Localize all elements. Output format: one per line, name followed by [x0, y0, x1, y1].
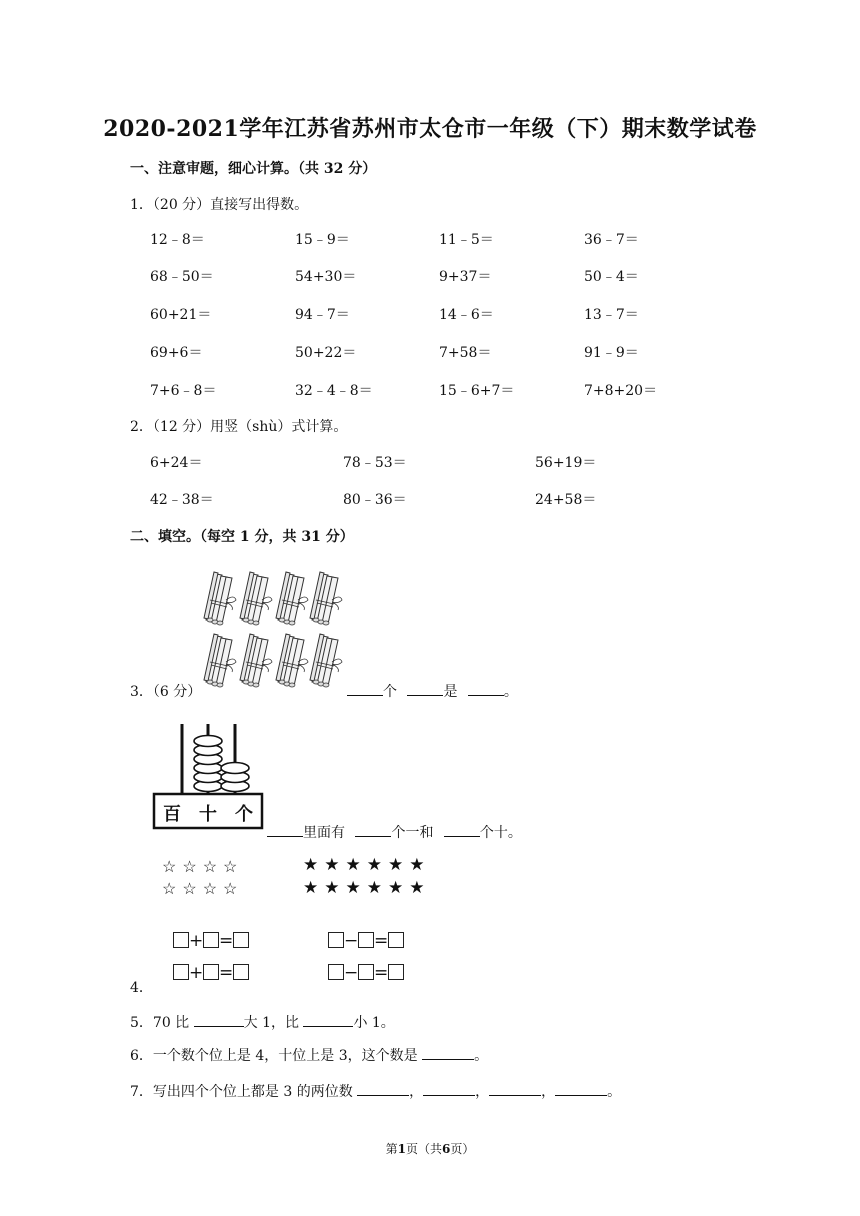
abacus-label-hundreds: 百 [163, 804, 181, 825]
hollow-stars [162, 856, 243, 900]
q2-stem: 2．（12 分）用竖（shù）式计算。 [130, 419, 348, 435]
answer-box[interactable] [233, 932, 249, 948]
q2-cell: 6+24＝ [150, 455, 203, 471]
hollow-star-icon: ☆ [223, 857, 244, 876]
q1-cell: 32﹣4﹣8＝ [295, 383, 373, 399]
answer-blank[interactable] [267, 836, 303, 837]
solid-star-icon: ★ [303, 878, 325, 898]
q1-cell: 50+22＝ [295, 345, 357, 361]
answer-blank[interactable] [489, 1095, 541, 1096]
hollow-star-icon: ☆ [162, 879, 183, 898]
hollow-star-icon: ☆ [223, 879, 244, 898]
footer-total-pages: 6 [442, 1142, 451, 1156]
solid-star-icon: ★ [409, 878, 431, 898]
q2-cell: 80﹣36＝ [343, 492, 407, 508]
hollow-star-icon: ☆ [182, 879, 203, 898]
q1-cell: 7+58＝ [439, 345, 492, 361]
hollow-star-icon: ☆ [162, 857, 183, 876]
q1-cell: 94﹣7＝ [295, 307, 350, 323]
q3-line2-text-b: 个一和 [391, 825, 434, 841]
answer-blank[interactable] [194, 1026, 244, 1027]
footer-text: 页） [450, 1142, 475, 1156]
q6-text-b: 。 [474, 1048, 489, 1064]
q1-cell: 14﹣6＝ [439, 307, 494, 323]
equals-sign: = [219, 931, 234, 951]
hollow-star-row [162, 856, 243, 878]
q3-line2-text-c: 个十。 [479, 825, 522, 841]
subtraction-equation [328, 931, 404, 951]
q7-text-a: 7．写出四个个位上都是 3 的两位数 [130, 1084, 353, 1100]
answer-box[interactable] [173, 932, 189, 948]
q2-cell: 24+58＝ [535, 492, 597, 508]
q2-cell: 78﹣53＝ [343, 455, 407, 471]
q3-line2-text-a: 里面有 [303, 825, 345, 841]
page-footer [0, 1140, 860, 1157]
solid-star-row [303, 877, 431, 900]
minus-sign: − [344, 931, 359, 951]
q3-stem: 3．（6 分） [130, 684, 202, 700]
solid-star-icon: ★ [324, 855, 346, 875]
answer-box[interactable] [203, 964, 219, 980]
q1-cell: 7+8+20＝ [584, 383, 658, 399]
q6-text-a: 6．一个数个位上是 4，十位上是 3，这个数是 [130, 1048, 418, 1064]
q1-cell: 54+30＝ [295, 269, 357, 285]
hollow-star-icon: ☆ [202, 879, 224, 898]
answer-blank[interactable] [468, 695, 504, 696]
solid-star-icon: ★ [388, 878, 410, 898]
q3-line1-text-a: 个 [383, 684, 397, 700]
q1-stem: 1．（20 分）直接写出得数。 [130, 197, 309, 213]
hollow-star-icon: ☆ [182, 857, 203, 876]
solid-star-icon: ★ [388, 855, 410, 875]
q1-cell: 50﹣4＝ [584, 269, 639, 285]
minus-sign: − [344, 963, 359, 983]
solid-star-icon: ★ [303, 855, 325, 875]
equals-sign: = [374, 931, 389, 951]
answer-box[interactable] [388, 932, 404, 948]
equals-sign: = [374, 963, 389, 983]
addition-equation [173, 931, 249, 951]
solid-star-icon: ★ [345, 878, 367, 898]
answer-blank[interactable] [357, 1095, 409, 1096]
q5-text-c: 小 1。 [353, 1015, 395, 1031]
q1-cell: 11﹣5＝ [439, 232, 494, 248]
section-2-heading: 二、填空。（每空 1 分，共 31 分） [130, 529, 354, 545]
answer-blank[interactable] [355, 836, 391, 837]
q4-stem: 4． [130, 980, 153, 996]
answer-box[interactable] [358, 932, 374, 948]
q1-cell: 69+6＝ [150, 345, 203, 361]
abacus-labels [154, 800, 262, 826]
q1-cell: 9+37＝ [439, 269, 492, 285]
addition-equation [173, 963, 249, 983]
q2-cell: 56+19＝ [535, 455, 597, 471]
plus-sign: + [189, 931, 204, 951]
q3-line1-text-b: 是 [443, 684, 458, 700]
stick-bundles-image [200, 566, 350, 692]
q1-cell: 15﹣6+7＝ [439, 383, 515, 399]
q7-separator: ， [409, 1084, 424, 1100]
q1-cell: 91﹣9＝ [584, 345, 639, 361]
footer-page-number: 1 [397, 1142, 406, 1156]
q1-cell: 12﹣8＝ [150, 232, 205, 248]
plus-sign: + [189, 963, 204, 983]
answer-blank[interactable] [444, 836, 480, 837]
solid-star-icon: ★ [366, 878, 388, 898]
section-1-heading: 一、注意审题，细心计算。（共 32 分） [130, 161, 377, 177]
equals-sign: = [219, 963, 234, 983]
answer-blank[interactable] [347, 695, 383, 696]
solid-stars [303, 854, 431, 900]
footer-text: 第 [385, 1142, 398, 1156]
answer-box[interactable] [328, 964, 344, 980]
answer-box[interactable] [173, 964, 189, 980]
answer-blank[interactable] [303, 1026, 353, 1027]
q3-line2 [267, 822, 522, 842]
abacus-label-ones: 个 [235, 804, 253, 825]
q1-cell: 60+21＝ [150, 307, 212, 323]
answer-blank[interactable] [422, 1059, 474, 1060]
q7-line [130, 1081, 621, 1101]
solid-star-icon: ★ [345, 855, 367, 875]
q7-end: 。 [607, 1084, 622, 1100]
abacus-label-tens: 十 [199, 804, 217, 825]
q7-separator: ， [475, 1084, 490, 1100]
q2-cell: 42﹣38＝ [150, 492, 214, 508]
answer-blank[interactable] [407, 695, 443, 696]
answer-box[interactable] [358, 964, 374, 980]
q6-line [130, 1045, 488, 1065]
answer-blank[interactable] [423, 1095, 475, 1096]
answer-box[interactable] [328, 932, 344, 948]
subtraction-equation [328, 963, 404, 983]
q5-line [130, 1012, 395, 1032]
solid-star-row [303, 854, 431, 877]
q5-text-b: 大 1，比 [243, 1015, 299, 1031]
q1-cell: 36﹣7＝ [584, 232, 639, 248]
answer-box[interactable] [388, 964, 404, 980]
hollow-star-icon: ☆ [202, 857, 224, 876]
q1-cell: 7+6﹣8＝ [150, 383, 217, 399]
hollow-star-row [162, 878, 243, 900]
abacus-image [150, 722, 266, 830]
footer-text: 页（共 [405, 1142, 442, 1156]
solid-star-icon: ★ [324, 878, 346, 898]
q1-cell: 15﹣9＝ [295, 232, 350, 248]
q5-text-a: 5．70 比 [130, 1015, 190, 1031]
q1-cell: 68﹣50＝ [150, 269, 214, 285]
answer-box[interactable] [203, 932, 219, 948]
solid-star-icon: ★ [409, 855, 431, 875]
solid-star-icon: ★ [366, 855, 388, 875]
q3-line1 [347, 681, 518, 701]
answer-box[interactable] [233, 964, 249, 980]
q1-cell: 13﹣7＝ [584, 307, 639, 323]
q7-separator: ， [541, 1084, 556, 1100]
answer-blank[interactable] [555, 1095, 607, 1096]
q3-line1-text-c: 。 [503, 684, 518, 700]
page-title: 2020-2021学年江苏省苏州市太仓市一年级（下）期末数学试卷 [103, 116, 757, 142]
